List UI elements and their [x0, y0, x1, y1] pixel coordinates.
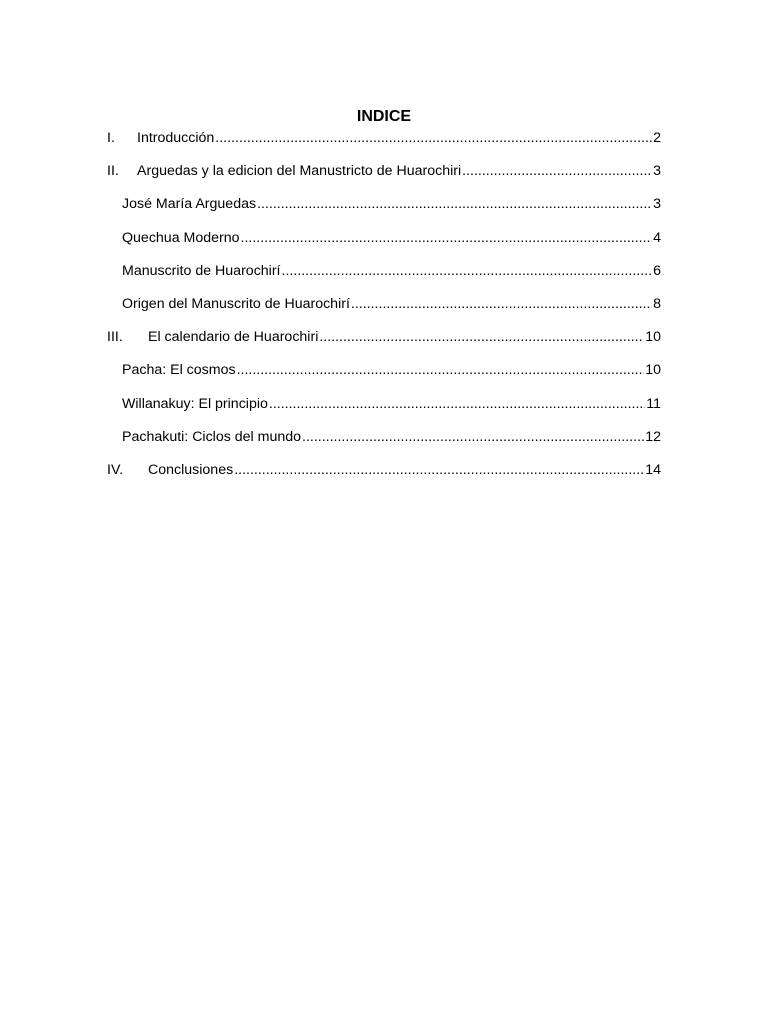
- toc-entry-label: Arguedas y la edicion del Manustricto de Huarochiri: [137, 163, 462, 180]
- dot-leader: [215, 128, 652, 148]
- dot-leader: [269, 394, 645, 414]
- toc-entry-page: 4: [653, 229, 661, 246]
- dot-leader: [237, 360, 645, 380]
- toc-entry-label: Pachakuti: Ciclos del mundo: [122, 428, 302, 445]
- toc-entry-page: 6: [653, 262, 661, 279]
- toc-entry-pachakuti[interactable]: [107, 427, 661, 460]
- toc-entry-conclusiones[interactable]: [107, 460, 661, 493]
- toc-entry-label: Conclusiones: [148, 461, 234, 478]
- toc-entry-label: José María Arguedas: [122, 196, 257, 213]
- toc-entry-label: Origen del Manuscrito de Huarochirí: [122, 295, 350, 312]
- dot-leader: [241, 228, 653, 248]
- toc-entry-page: 8: [653, 295, 661, 312]
- toc-entry-pacha[interactable]: [107, 360, 661, 393]
- toc-entry-page: 10: [645, 362, 661, 379]
- toc-entry-page: 2: [653, 130, 661, 146]
- dot-leader: [351, 294, 652, 314]
- toc-entry-page: 10: [645, 329, 661, 346]
- toc-entry-page: 11: [646, 395, 661, 412]
- dot-leader: [462, 161, 652, 181]
- dot-leader: [282, 261, 653, 281]
- toc-entry-arguedas-edicion[interactable]: [107, 161, 661, 194]
- toc-entry-page: 12: [645, 428, 661, 445]
- dot-leader: [234, 460, 644, 480]
- toc-entry-label: Quechua Moderno: [122, 229, 240, 246]
- toc-entry-quechua-moderno[interactable]: [107, 228, 661, 261]
- toc-entry-numeral: III.: [107, 329, 123, 346]
- page-title: INDICE: [356, 108, 412, 125]
- toc-entry-numeral: I.: [107, 130, 115, 146]
- toc-entry-label: El calendario de Huarochiri: [148, 329, 319, 346]
- toc-entry-label: Willanakuy: El principio: [122, 395, 268, 412]
- toc-entry-numeral: IV.: [107, 461, 124, 478]
- toc-entry-page: 3: [653, 163, 661, 180]
- toc-entry-introduccion[interactable]: [107, 128, 661, 161]
- toc-entry-manuscrito[interactable]: [107, 261, 661, 294]
- toc-entry-label: Introducción: [137, 130, 215, 146]
- table-of-contents: [107, 128, 661, 493]
- toc-entry-label: Manuscrito de Huarochirí: [122, 262, 281, 279]
- toc-entry-jose-maria-arguedas[interactable]: [107, 194, 661, 227]
- toc-entry-willanakuy[interactable]: [107, 394, 661, 427]
- dot-leader: [302, 427, 644, 447]
- toc-entry-calendario[interactable]: [107, 327, 661, 360]
- toc-entry-numeral: II.: [107, 163, 119, 180]
- toc-entry-label: Pacha: El cosmos: [122, 362, 236, 379]
- toc-entry-page: 3: [653, 196, 661, 213]
- dot-leader: [257, 194, 652, 214]
- toc-entry-origen-manuscrito[interactable]: [107, 294, 661, 327]
- toc-entry-page: 14: [645, 461, 661, 478]
- dot-leader: [319, 327, 644, 347]
